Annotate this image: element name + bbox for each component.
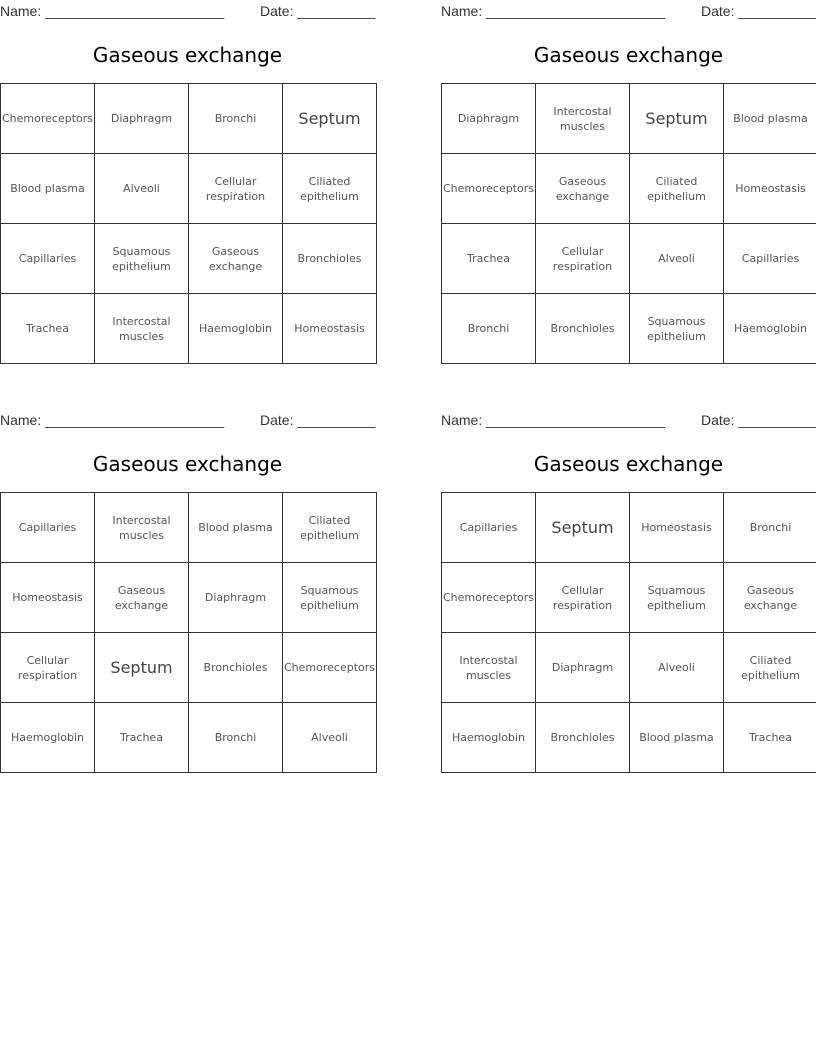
date-field-label: Date: __________ <box>260 412 376 428</box>
name-field-label: Name: _______________________ <box>0 412 225 428</box>
bingo-grid <box>441 492 816 773</box>
grid-cell: Bronchi <box>724 493 816 563</box>
grid-row <box>1 633 377 703</box>
grid-cell: Squamous epithelium <box>283 563 377 633</box>
grid-cell: Chemoreceptors <box>1 84 95 154</box>
grid-cell: Septum <box>630 84 724 154</box>
grid-row <box>1 154 377 224</box>
grid-row <box>442 84 816 154</box>
grid-cell: Capillaries <box>442 493 536 563</box>
grid-cell: Blood plasma <box>630 703 724 773</box>
grid-cell: Gaseous exchange <box>189 224 283 294</box>
name-field-label: Name: _______________________ <box>441 3 666 19</box>
grid-cell: Homeostasis <box>724 154 816 224</box>
grid-cell: Diaphragm <box>189 563 283 633</box>
grid-cell: Bronchi <box>189 84 283 154</box>
grid-row <box>1 84 377 154</box>
grid-cell: Diaphragm <box>536 633 630 703</box>
grid-cell: Bronchioles <box>536 703 630 773</box>
grid-cell: Ciliated epithelium <box>283 493 377 563</box>
card-title: Gaseous exchange <box>533 452 724 476</box>
grid-row <box>1 224 377 294</box>
grid-cell: Diaphragm <box>95 84 189 154</box>
grid-row <box>442 294 816 364</box>
grid-cell: Trachea <box>724 703 816 773</box>
name-field-label: Name: _______________________ <box>441 412 666 428</box>
grid-cell: Homeostasis <box>630 493 724 563</box>
grid-cell: Intercostal muscles <box>536 84 630 154</box>
card-title: Gaseous exchange <box>533 43 724 67</box>
grid-cell: Capillaries <box>1 493 95 563</box>
grid-cell: Gaseous exchange <box>724 563 816 633</box>
grid-row <box>1 294 377 364</box>
grid-cell: Bronchi <box>189 703 283 773</box>
grid-cell: Blood plasma <box>189 493 283 563</box>
grid-cell: Alveoli <box>630 224 724 294</box>
grid-cell: Gaseous exchange <box>536 154 630 224</box>
grid-cell: Cellular respiration <box>536 563 630 633</box>
grid-cell: Homeostasis <box>283 294 377 364</box>
grid-row <box>1 493 377 563</box>
grid-cell: Capillaries <box>1 224 95 294</box>
name-field-label: Name: _______________________ <box>0 3 225 19</box>
date-field-label: Date: __________ <box>701 412 816 428</box>
grid-cell: Bronchi <box>442 294 536 364</box>
bingo-card-1 <box>0 0 375 380</box>
grid-cell: Haemoglobin <box>189 294 283 364</box>
grid-cell: Intercostal muscles <box>95 294 189 364</box>
grid-cell: Trachea <box>442 224 536 294</box>
grid-cell: Haemoglobin <box>1 703 95 773</box>
grid-cell: Cellular respiration <box>189 154 283 224</box>
grid-row <box>442 154 816 224</box>
grid-cell: Chemoreceptors <box>283 633 377 703</box>
grid-cell: Gaseous exchange <box>95 563 189 633</box>
grid-cell: Trachea <box>95 703 189 773</box>
grid-cell: Squamous epithelium <box>95 224 189 294</box>
grid-cell: Alveoli <box>630 633 724 703</box>
grid-cell: Cellular respiration <box>536 224 630 294</box>
bingo-grid <box>441 83 816 364</box>
grid-row <box>442 703 816 773</box>
bingo-card-2 <box>441 0 816 380</box>
bingo-grid <box>0 83 377 364</box>
grid-cell: Septum <box>95 633 189 703</box>
grid-cell: Diaphragm <box>442 84 536 154</box>
bingo-grid <box>0 492 377 773</box>
bingo-card-3 <box>0 409 375 789</box>
card-title: Gaseous exchange <box>92 43 283 67</box>
grid-row <box>442 633 816 703</box>
card-title: Gaseous exchange <box>92 452 283 476</box>
grid-cell: Blood plasma <box>724 84 816 154</box>
grid-row <box>442 563 816 633</box>
grid-cell: Chemoreceptors <box>442 154 536 224</box>
grid-cell: Alveoli <box>283 703 377 773</box>
grid-cell: Squamous epithelium <box>630 294 724 364</box>
grid-cell: Homeostasis <box>1 563 95 633</box>
grid-cell: Bronchioles <box>536 294 630 364</box>
grid-cell: Intercostal muscles <box>95 493 189 563</box>
grid-cell: Intercostal muscles <box>442 633 536 703</box>
grid-cell: Chemoreceptors <box>442 563 536 633</box>
grid-cell: Ciliated epithelium <box>630 154 724 224</box>
grid-cell: Squamous epithelium <box>630 563 724 633</box>
grid-cell: Bronchioles <box>283 224 377 294</box>
grid-cell: Blood plasma <box>1 154 95 224</box>
grid-row <box>1 563 377 633</box>
grid-cell: Bronchioles <box>189 633 283 703</box>
date-field-label: Date: __________ <box>701 3 816 19</box>
grid-cell: Ciliated epithelium <box>283 154 377 224</box>
grid-cell: Cellular respiration <box>1 633 95 703</box>
grid-cell: Alveoli <box>95 154 189 224</box>
grid-row <box>1 703 377 773</box>
grid-row <box>442 493 816 563</box>
grid-cell: Septum <box>536 493 630 563</box>
grid-cell: Trachea <box>1 294 95 364</box>
grid-cell: Haemoglobin <box>724 294 816 364</box>
grid-cell: Ciliated epithelium <box>724 633 816 703</box>
grid-cell: Haemoglobin <box>442 703 536 773</box>
grid-row <box>442 224 816 294</box>
date-field-label: Date: __________ <box>260 3 376 19</box>
bingo-card-4 <box>441 409 816 789</box>
grid-cell: Capillaries <box>724 224 816 294</box>
grid-cell: Septum <box>283 84 377 154</box>
